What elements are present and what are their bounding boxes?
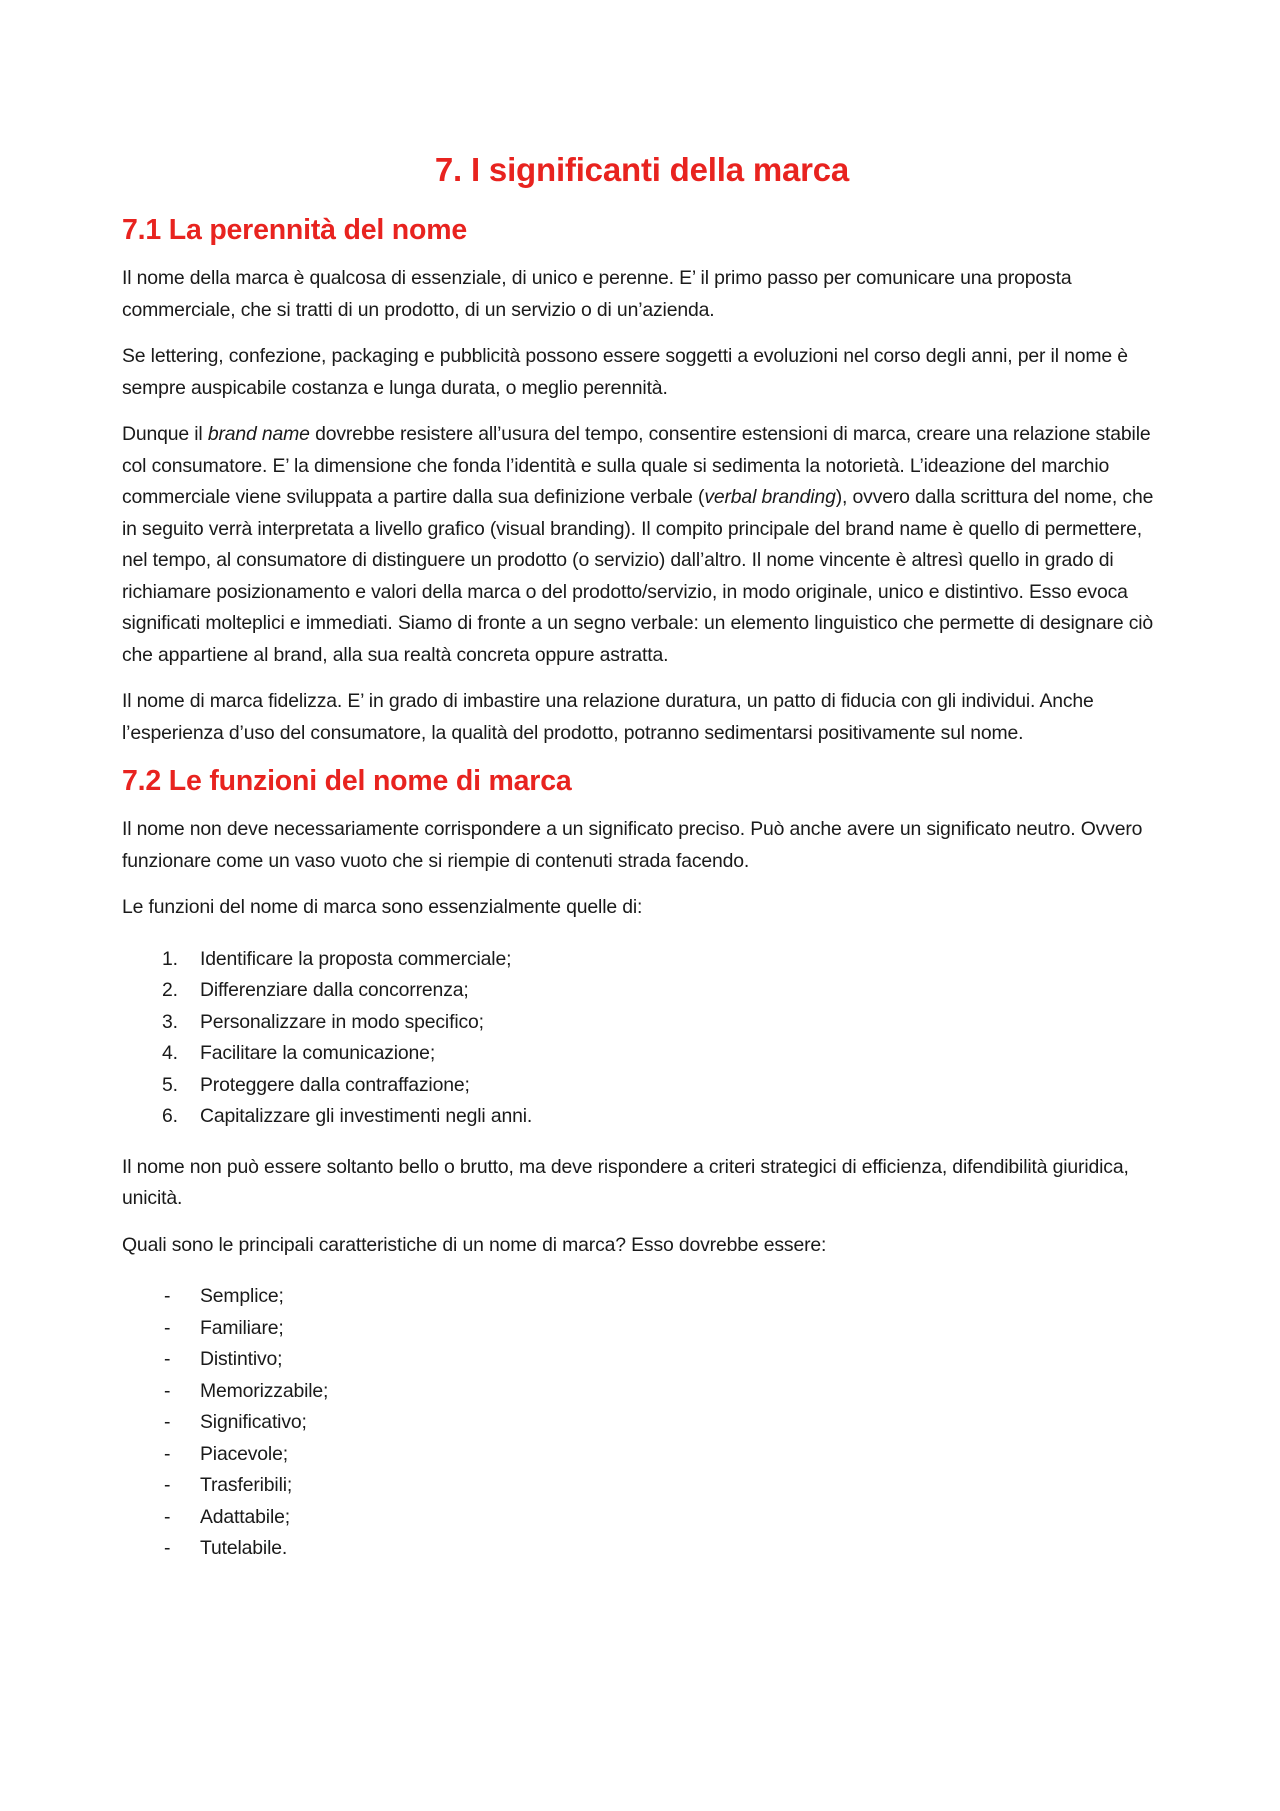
- list-item-text: Memorizzabile;: [200, 1379, 329, 1402]
- function-list-item: [122, 1101, 1162, 1133]
- list-item-text: Differenziare dalla concorrenza;: [200, 979, 469, 1001]
- section-title-funzioni: 7.2 Le funzioni del nome di marca: [122, 765, 572, 797]
- traits-list: [122, 1281, 1162, 1565]
- trait-list-item: [122, 1281, 1162, 1313]
- paragraph-significato: Il nome non deve necessariamente corrispondere a un significato preciso. Può anche avere un significato neutro. Ovvero funzionare come un vaso vuoto che si riempie di contenuti strada facendo.: [122, 818, 1143, 872]
- function-list-item: [122, 1038, 1162, 1070]
- document-page: [122, 150, 1162, 1584]
- list-item-text: Tutelabile.: [200, 1537, 288, 1559]
- list-number: 3.: [162, 1010, 178, 1033]
- chapter-title: 7. I significanti della marca: [434, 151, 850, 188]
- function-list-item: [122, 975, 1162, 1007]
- list-number: 6.: [162, 1105, 178, 1127]
- list-item-text: Capitalizzare gli investimenti negli anni.: [200, 1105, 533, 1127]
- function-list-item: [122, 1070, 1162, 1102]
- list-item-text: Identificare la proposta commerciale;: [200, 947, 512, 970]
- list-number: 4.: [162, 1042, 178, 1064]
- list-item-text: Adattabile;: [200, 1505, 290, 1528]
- function-list-item: [122, 1007, 1162, 1039]
- list-number: 2.: [162, 979, 178, 1001]
- list-item-text: Personalizzare in modo specifico;: [200, 1010, 484, 1033]
- paragraph-funzioni-intro: Le funzioni del nome di marca sono essenzialmente quelle di:: [122, 896, 643, 918]
- trait-list-item: [122, 1313, 1162, 1345]
- paragraph-brand-name-part-2: dovrebbe resistere all’usura del tempo, consentire estensioni di marca, creare una relazione stabile col consumatore. E’ la dimensione che fonda l’identità e sulla quale si sedimenta la notorietà. L’ideazione del marchio commerciale viene sviluppata a partire dalla sua definizione verbale (: [122, 423, 1151, 508]
- trait-list-item: [122, 1407, 1162, 1439]
- trait-list-item: [122, 1502, 1162, 1534]
- paragraph-brand-name: [122, 419, 1162, 671]
- functions-list: [122, 944, 1162, 1133]
- paragraph-fidelizza: Il nome di marca fidelizza. E’ in grado di imbastire una relazione duratura, un patto di fiducia con gli individui. Anche l’esperienza d’uso del consumatore, la qualità del prodotto, potranno sedimentarsi positivamente sul nome.: [122, 690, 1094, 744]
- list-item-text: Proteggere dalla contraffazione;: [200, 1073, 470, 1096]
- paragraph-brand-name-part-1: Dunque il: [122, 423, 208, 445]
- dash-bullet: -: [164, 1285, 171, 1307]
- dash-bullet: -: [164, 1411, 171, 1433]
- list-item-text: Familiare;: [200, 1316, 284, 1339]
- list-item-text: Distintivo;: [200, 1348, 283, 1370]
- section-title-perennita: 7.1 La perennità del nome: [122, 214, 468, 246]
- list-item-text: Significativo;: [200, 1411, 307, 1433]
- list-item-text: Facilitare la comunicazione;: [200, 1042, 436, 1064]
- dash-bullet: -: [164, 1316, 171, 1339]
- list-item-text: Semplice;: [200, 1285, 284, 1307]
- trait-list-item: [122, 1470, 1162, 1502]
- dash-bullet: -: [164, 1537, 171, 1559]
- paragraph-caratteristiche-intro: Quali sono le principali caratteristiche di un nome di marca? Esso dovrebbe essere:: [122, 1233, 827, 1256]
- paragraph-lettering: Se lettering, confezione, packaging e pubblicità possono essere soggetti a evoluzioni nel corso degli anni, per il nome è sempre auspicabile costanza e lunga durata, o meglio perennità.: [122, 345, 1128, 399]
- function-list-item: [122, 944, 1162, 976]
- paragraph-criteri: Il nome non può essere soltanto bello o brutto, ma deve rispondere a criteri strategici di efficienza, difendibilità giuridica, unicità.: [122, 1155, 1129, 1209]
- dash-bullet: -: [164, 1348, 171, 1370]
- trait-list-item: [122, 1533, 1162, 1565]
- list-item-text: Piacevole;: [200, 1442, 288, 1465]
- trait-list-item: [122, 1439, 1162, 1471]
- list-item-text: Trasferibili;: [200, 1474, 293, 1496]
- paragraph-brand-name-part-3: ), ovvero dalla scrittura del nome, che in seguito verrà interpretata a livello grafico (visual branding). Il compito principale del brand name è quello di permettere, nel tempo, al consumatore di distinguere un prodotto (o servizio) dall’altro. Il nome vincente è altresì quello in grado di richiamare posizionamento e valori della marca o del prodotto/servizio, in modo originale, unico e distintivo. Esso evoca significati molteplici e immediati. Siamo di fronte a un segno verbale: un elemento linguistico che permette di designare ciò che appartiene al brand, alla sua realtà concreta oppure astratta.: [122, 486, 1154, 666]
- dash-bullet: -: [164, 1442, 171, 1465]
- dash-bullet: -: [164, 1505, 171, 1528]
- list-number: 5.: [162, 1073, 178, 1096]
- trait-list-item: [122, 1344, 1162, 1376]
- paragraph-intro: Il nome della marca è qualcosa di essenziale, di unico e perenne. E’ il primo passo per comunicare una proposta commerciale, che si tratti di un prodotto, di un servizio o di un’azienda.: [122, 267, 1072, 321]
- emphasis-brand-name: brand name: [207, 423, 310, 445]
- trait-list-item: [122, 1376, 1162, 1408]
- dash-bullet: -: [164, 1379, 171, 1402]
- emphasis-verbal-branding: verbal branding: [704, 486, 836, 508]
- list-number: 1.: [162, 947, 178, 970]
- dash-bullet: -: [164, 1474, 171, 1496]
